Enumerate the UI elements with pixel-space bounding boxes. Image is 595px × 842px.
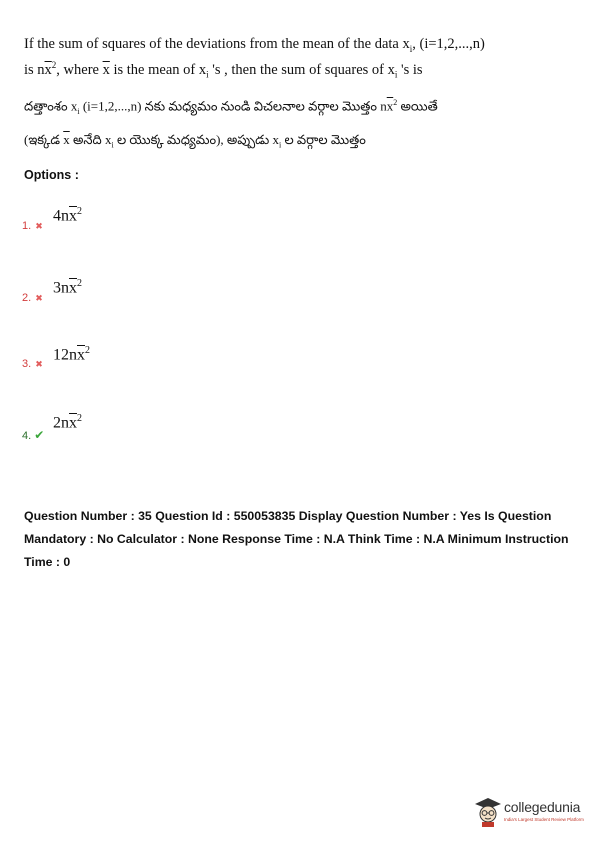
logo-brand-text: collegedunia [504,799,581,815]
question-telugu-line-2: (ఇక్కడ $\overline{x}$ అనేది $x_i$ ల యొక్క మధ్యమం), అప్పుడు $x_i$ ల వర్గాల మొత్తం [24,132,366,150]
options-heading: Options : [24,168,79,182]
option-3-expression[interactable]: $12n\overline{x}^2$ [53,345,90,364]
question-meta-line-2: Mandatory : No Calculator : None Response Time : N.A Think Time : N.A Minimum Instruction [24,532,569,546]
wrong-cross-icon: ✖ [35,359,43,369]
student-mascot-icon [474,797,502,827]
option-2-number: 2. ✖ [22,292,43,304]
option-2-expression[interactable]: $3n\overline{x}^2$ [53,278,82,297]
question-telugu-line-1: దత్తాంశం $x_i$ (i=1,2,...,n) నకు మధ్యమం నుండి విచలనాల వర్గాల మొత్తం $n\overline{x}^2$ అయితే [24,98,438,116]
logo-tagline: India's Largest Student Review Platform [504,817,584,822]
option-4-expression[interactable]: $2n\overline{x}^2$ [53,413,82,432]
question-english-line-1: If the sum of squares of the deviations from the mean of the data $x_i$, (i=1,2,...,n) [24,36,485,54]
question-meta-line-1: Question Number : 35 Question Id : 550053835 Display Question Number : Yes Is Question [24,509,552,523]
correct-check-icon: ✔ [34,428,45,442]
collegedunia-logo[interactable] [474,795,589,829]
question-meta-line-3: Time : 0 [24,555,71,569]
option-3-number: 3. ✖ [22,358,43,370]
option-1-number: 1. ✖ [22,220,43,232]
wrong-cross-icon: ✖ [35,293,43,303]
option-4-number: 4. ✔ [22,428,45,442]
option-1-expression[interactable]: $4n\overline{x}^2$ [53,206,82,225]
wrong-cross-icon: ✖ [35,221,43,231]
question-english-line-2: is $n\overline{x}^2$, where $\overline{x}$ is the mean of $x_i$ 's , then the sum of squares of $x_i$ 's is [24,60,423,80]
